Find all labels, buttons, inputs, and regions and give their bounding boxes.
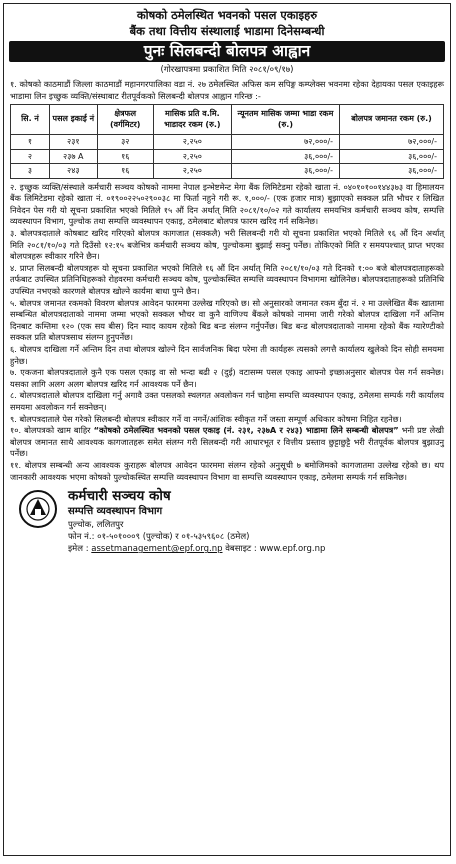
cell-rate: २,२५० [153, 149, 231, 164]
cell-bid-security: ७२,०००/- [340, 135, 444, 150]
email-link[interactable]: assetmanagement@epf.org.np [91, 544, 223, 555]
clause-7: ७. एकजना बोलपत्रदाताले कुनै एक पसल एकाइ वा सो भन्दा बढी २ (दुई) वटासम्म पसल एकाइ आफ्नो इच्छाअनुसार बोलपत्र पेस गर्न सक्नेछ। यसका लागि अलग अलग बोलपत्र खरिद गर्न आवश्यक पर्ने छैन। [10, 367, 444, 389]
col-header-bid-security: बोलपत्र जमानत रकम (रु.) [340, 105, 444, 135]
clause-10-rest: भनी प्रष्ट लेखी बोलपत्र जमानत साथै आवश्यक कागजातहरू समेत संलग्न गरी सिलबन्दी गरी आधारभूत र वित्तीय प्रस्ताव छुट्टाछुट्टै भरी रीतपूर्वक बोलपत्र बुझाउनु पर्नेछ। [10, 425, 445, 459]
col-header-area: क्षेत्रफल (वर्गमिटर) [97, 105, 153, 135]
col-header-unit: पसल इकाई नं [49, 105, 97, 135]
table-header-row [11, 105, 444, 135]
clause-3: ३. बोलपत्रदाताले कोषबाट खरिद गरिएको बोलपत्र कागजात (सक्कलै) भरी सिलबन्दी गरी यो सूचना प्रकाशित भएको मितिले १६ औं दिन अर्थात् मिति २०८१/१०/०३ गते दिउँसो १२:१५ बजेभित्र कर्मचारी सञ्चय कोष, पुल्चोकमा बुझाई सक्नु पर्नेछ। तोकिएको मिति र समयपश्चात् प्राप्त भएका बोलपत्रहरू स्वीकार गरिने छैन। [10, 228, 444, 262]
contact-line [68, 543, 444, 555]
col-header-min-rent: न्यूनतम मासिक जम्मा भाडा रकम (रु.) [231, 105, 339, 135]
cell-sn: ३ [11, 164, 50, 179]
table-row [11, 164, 444, 179]
email-label: इमेल : [68, 544, 92, 555]
clause-9: ९. बोलपत्रदाताले पेस गरेको सिलबन्दी बोलपत्र स्वीकार गर्ने वा नगर्ने/आंशिक स्वीकृत गर्ने जस्ता सम्पूर्ण अधिकार कोषमा निहित रहनेछ। [10, 413, 402, 424]
header-line-1: कोषको ठमेलस्थित भवनको पसल एकाइहरु [136, 8, 318, 22]
cell-area: ३२ [97, 135, 153, 150]
clause-1: १. कोषको काठमाडौं जिल्ला काठमाडौं महानगरपालिका वडा नं. २७ ठमेलस्थित अफिस कम सपिङ्ग कम्प्लेक्स भवनमा रहेका देहायका पसल एकाइहरू भाडामा लिन इच्छुक व्यक्ति/संस्थाबाट रीतपूर्वकको सिलबन्दी बोलपत्र आह्वान गरिन्छ :- [10, 79, 444, 101]
cell-min-rent: ३६,०००/- [231, 149, 339, 164]
org-name: कर्मचारी सञ्चय कोष [68, 488, 171, 505]
cell-min-rent: ७२,०००/- [231, 135, 339, 150]
publication-date: (गोरखापत्रमा प्रकाशित मिति २०८१/०९/१७) [160, 65, 294, 75]
clause-5: ५. बोलपत्र जमानत रकमको विवरण बोलपत्र आवेदन फारममा उल्लेख गरिएको छ। सो अनुसारको जमानत रकम बुँदा नं. २ मा उल्लेखित बैंक खातामा सम्बन्धित बोलपत्रदाताको नाममा जम्मा भएको सक्कल भौचर वा कुनै वाणिज्य बैंकले कोषको नाममा जारी गरेको बोलपत्र दाखिला गर्ने अन्तिम दिनबाट कम्तिमा १२० (एक सय बीस) दिन म्याद कायम रहेको बिड बन्ड संलग्न गर्नुपर्नेछ। बिड बन्ड बोलपत्रदाताको नाममा रहेको बैंक ग्यारेण्टीको सक्कल प्रति बोलपत्रसाथ संलग्न हुनुपर्नेछ। [10, 297, 444, 343]
header-line-2: बैंक तथा वित्तीय संस्थालाई भाडामा दिनेसम्बन्धी [129, 24, 325, 38]
col-header-rate: मासिक प्रति व.मि. भाडादर रकम (रु.) [153, 105, 231, 135]
table-row [11, 149, 444, 164]
cell-sn: २ [11, 149, 50, 164]
footer [10, 487, 444, 555]
cell-area: १६ [97, 149, 153, 164]
cell-unit: २३१ [49, 135, 97, 150]
cell-sn: १ [11, 135, 50, 150]
clause-8: ८. बोलपत्रदाताले बोलपत्र दाखिला गर्नु अगावै उक्त पसलको स्थलगत अवलोकन गर्न चाहेमा सम्पत्ति व्यवस्थापन एकाइ, ठमेलमा सम्पर्क गरी कार्यालय समयमा अवलोकन गर्न सक्नेछन्। [10, 390, 444, 412]
address: पुल्चोक, ललितपुर [68, 520, 124, 531]
table-row [11, 135, 444, 150]
website-label: वेबसाइट : [222, 544, 260, 555]
envelope-label: “कोषको ठमेलस्थित भवनको पसल एकाइ (नं. २३१, २३७A र २४३) भाडामा लिने सम्बन्धी बोलपत्र” [93, 425, 399, 436]
cell-bid-security: ३६,०००/- [340, 149, 444, 164]
cell-min-rent: ३६,०००/- [231, 164, 339, 179]
website-link[interactable]: www.epf.org.np [259, 544, 326, 555]
phone-numbers: फोन नं.: ०१-५०१०००९ (पुल्चोक) र ०१-५३५९६०८ (ठमेल) [68, 532, 250, 543]
clause-10 [10, 425, 444, 460]
notice-page [3, 3, 451, 856]
cell-unit: २४३ [49, 164, 97, 179]
notice-banner: पुनः सिलबन्दी बोलपत्र आह्वान [9, 41, 445, 62]
cell-unit: २३७ A [49, 149, 97, 164]
department-name: सम्पत्ति व्यवस्थापन विभाग [68, 506, 163, 518]
clause-11: ११. बोलपत्र सम्बन्धी अन्य आवश्यक कुराहरू बोलपत्र आवेदन फारममा संलग्न रहेको अनुसूची ७ बमोजिमको कागजातमा उल्लेख रहेको छ। थप जानकारी आवश्यक भएमा कोषको पुल्चोकस्थित सम्पत्ति व्यवस्थापन विभाग वा सम्पत्ति व्यवस्थापन एकाइ, ठमेलमा सम्पर्क गर्न सकिनेछ। [10, 459, 444, 482]
clause-4: ४. प्राप्त सिलबन्दी बोलपत्रहरू यो सूचना प्रकाशित भएको मितिले १६ औं दिन अर्थात् मिति २०८१/१०/०३ गते दिनको १:०० बजे बोलपत्रदाताहरूको तर्फबाट उपस्थित प्रतिनिधिहरूको रोहवरमा कर्मचारी सञ्चय कोष, पुल्चोकस्थित सम्पत्ति व्यवस्थापन विभागमा खोलिनेछ। बोलपत्रदाताहरूको प्रतिनिधि उपस्थित नभएको कारणले बोलपत्र खोल्ने कार्यमा बाधा पुग्ने छैन। [10, 262, 444, 297]
epf-logo-icon [18, 489, 58, 529]
clause-2: २. इच्छुक व्यक्ति/संस्थाले कर्मचारी सञ्चय कोषको नाममा नेपाल इन्भेष्टमेन्ट मेगा बैंक लिमिटेडमा रहेको खाता नं. ०४०१०१००१४४३७३ वा हिमालयन बैंक लिमिटेडमा रहेको खाता नं. ०१९००२२५०२९००३८ मा फिर्ता नहुने गरी रू. १,०००/- (एक हजार मात्र) बुझाएको सक्कल प्रति भौचर र लिखित निवेदन पेस गरी यो सूचना प्रकाशित भएको मितिले १५ औं दिन अर्थात् मिति २०८१/१०/०२ गते कार्यालय समयभित्र कर्मचारी सञ्चय कोष, सम्पत्ति व्यवस्थापन विभाग, पुल्चोक तथा सम्पत्ति व्यवस्थापन एकाइ, ठमेलबाट बोलपत्र फारम खरिद गर्न सकिनेछ। [10, 181, 444, 227]
cell-rate: २,२५० [153, 135, 231, 150]
col-header-sn: सि. नं [11, 105, 50, 135]
clause-10-prefix: १०. बोलपत्रको खाम बाहिर [10, 425, 94, 436]
clause-6: ६. बोलपत्र दाखिला गर्ने अन्तिम दिन तथा बोलपत्र खोल्ने दिन सार्वजनिक बिदा परेमा ती कार्यहरू त्यसको लगत्तै कार्यालय खुलेको दिन सोही समयमा हुनेछ। [10, 344, 444, 366]
shop-units-table [10, 104, 444, 179]
cell-area: १६ [97, 164, 153, 179]
cell-rate: २,२५० [153, 164, 231, 179]
cell-bid-security: ३६,०००/- [340, 164, 444, 179]
